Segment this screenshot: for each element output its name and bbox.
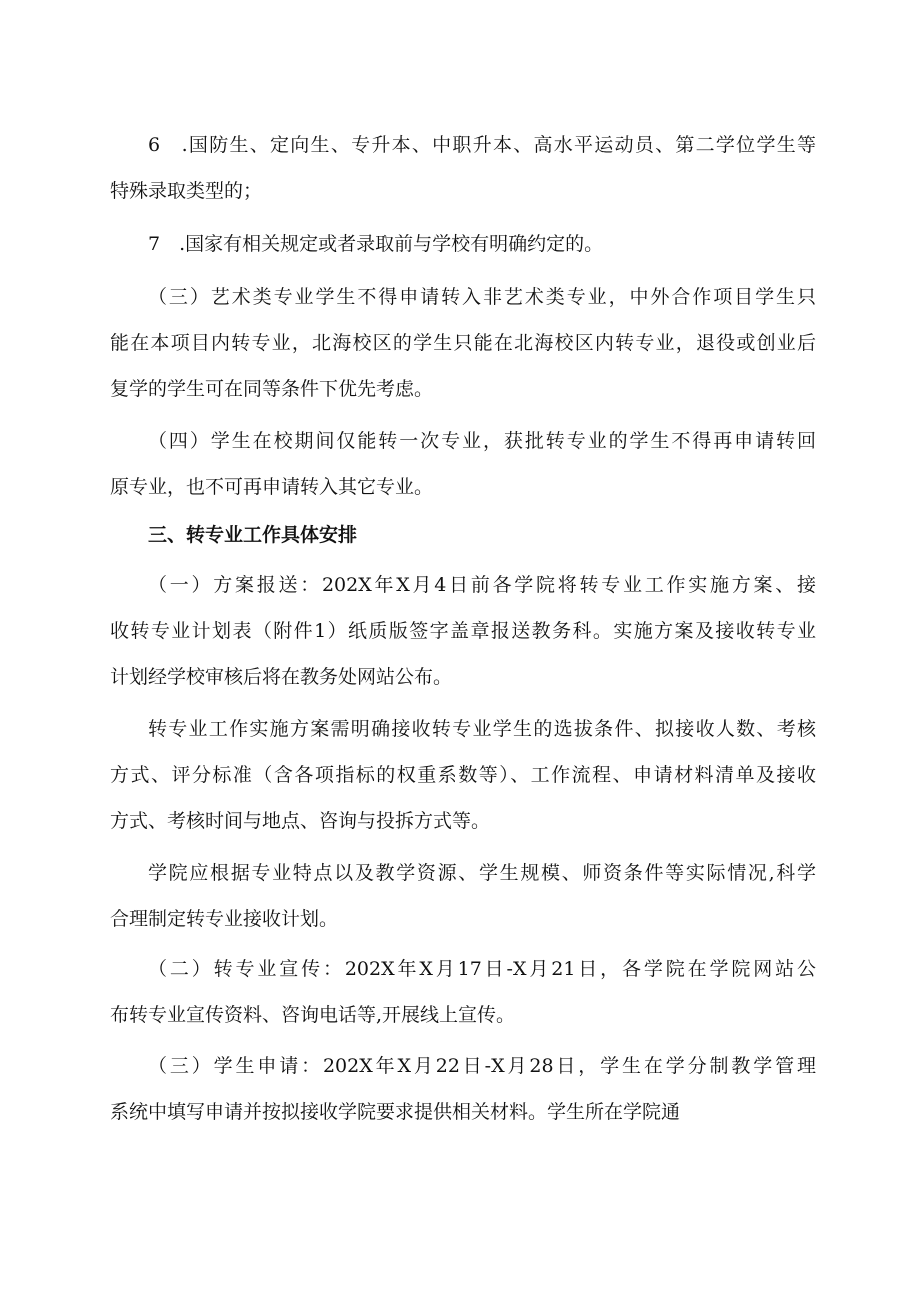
paragraph-once-only xyxy=(110,418,816,510)
list-item-7 xyxy=(110,221,816,267)
text-line: （三）学生申请：202X年X月22日-X月28日，学生在学分制教学管理 xyxy=(148,1055,816,1077)
text-line: 合理制定转专业接收计划。 xyxy=(110,908,339,930)
text-line: 方式、考核时间与地点、咨询与投拆方式等。 xyxy=(110,810,491,832)
text-line: 7 .国家有相关规定或者录取前与学校有明确约定的。 xyxy=(148,233,604,255)
text-line: 布转专业宣传资料、咨询电话等,开展线上宣传。 xyxy=(110,1004,516,1026)
text-line: （二）转专业宣传：202X年X月17日-X月21日，各学院在学院网站公 xyxy=(148,958,816,980)
text-line: 能在本项目内转专业，北海校区的学生只能在北海校区内转专业，退役或创业后 xyxy=(110,332,816,354)
text-line: （一）方案报送：202X年X月4日前各学院将转专业工作实施方案、接 xyxy=(148,574,816,596)
paragraph-art-majors xyxy=(110,274,816,412)
paragraph-student-application xyxy=(110,1043,816,1135)
text-line: （四）学生在校期间仅能转一次专业，获批转专业的学生不得再申请转回 xyxy=(148,430,816,452)
text-line: 特殊录取类型的； xyxy=(110,180,263,202)
heading-text: 三、转专业工作具体安排 xyxy=(148,524,358,546)
text-line: 转专业工作实施方案需明确接收转专业学生的选拔条件、拟接收人数、考核 xyxy=(148,718,816,740)
section-heading xyxy=(110,512,816,558)
paragraph-plan-requirements xyxy=(110,706,816,844)
paragraph-college-plan xyxy=(110,850,816,942)
text-line: 复学的学生可在同等条件下优先考虑。 xyxy=(110,378,434,400)
text-line: 收转专业计划表（附件1）纸质版签字盖章报送教务科。实施方案及接收转专业 xyxy=(110,620,816,642)
paragraph-publicity xyxy=(110,946,816,1038)
text-line: 6 .国防生、定向生、专升本、中职升本、高水平运动员、第二学位学生等 xyxy=(148,134,816,156)
text-line: （三）艺术类专业学生不得申请转入非艺术类专业，中外合作项目学生只 xyxy=(148,286,816,308)
paragraph-plan-submission xyxy=(110,562,816,700)
text-line: 学院应根据专业特点以及教学资源、学生规模、师资条件等实际情况,科学 xyxy=(148,862,816,884)
list-item-6 xyxy=(110,122,816,214)
text-line: 系统中填写申请并按拟接收学院要求提供相关材料。学生所在学院通 xyxy=(110,1101,681,1123)
text-line: 原专业，也不可再申请转入其它专业。 xyxy=(110,476,434,498)
text-line: 方式、评分标准（含各项指标的权重系数等）、工作流程、申请材料清单及接收 xyxy=(110,764,816,786)
text-line: 计划经学校审核后将在教务处网站公布。 xyxy=(110,666,453,688)
